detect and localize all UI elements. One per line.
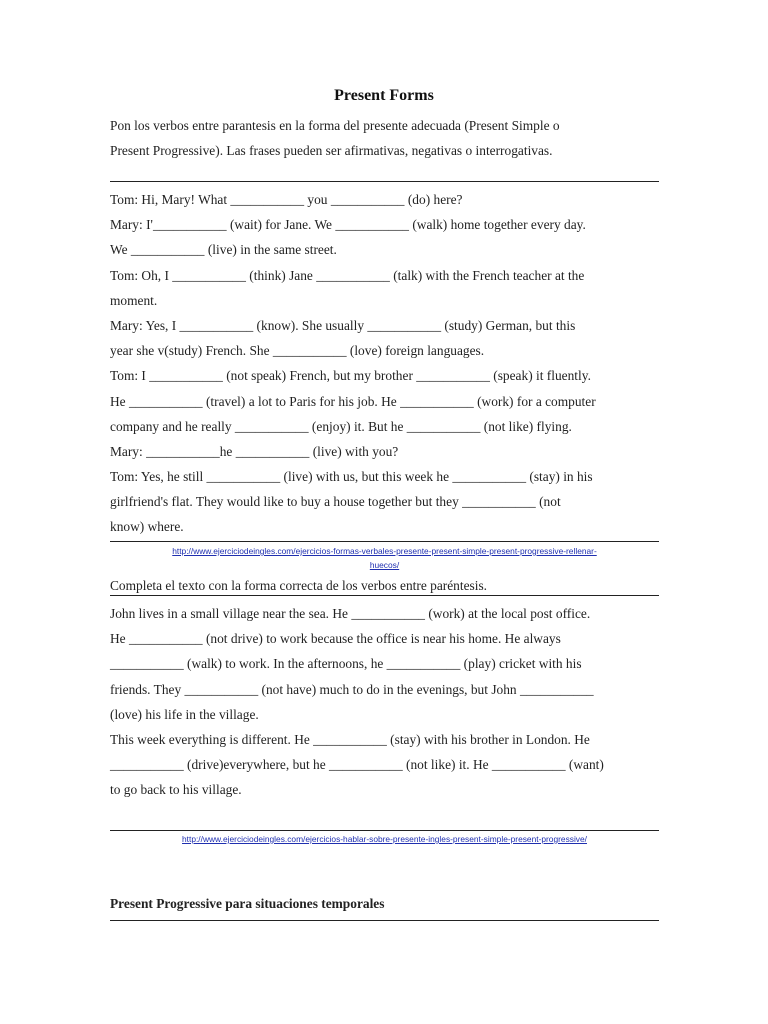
instructions-line: Pon los verbos entre parantesis en la forma del presente adecuada (Present Simple o [110,118,560,133]
dialogue-line: Tom: Yes, he still ___________ (live) with us, but this week he ___________ (stay) in his [110,469,593,485]
dialogue-line: year she v(study) French. She ___________ (love) foreign languages. [110,343,485,359]
dialogue-line: Mary: I'___________ (wait) for Jane. We ___________ (walk) home together every day. [110,217,586,233]
dialogue-line: Tom: Hi, Mary! What ___________ you ___________ (do) here? [110,192,463,207]
story-line: ___________ (drive)everywhere, but he ___________ (not like) it. He ___________ (want) [110,757,604,773]
divider-line [110,181,659,182]
source-link-line[interactable]: huecos/ [369,560,400,570]
dialogue-line: girlfriend's flat. They would like to buy a house together but they ___________ (not [110,494,561,510]
dialogue-line: We ___________ (live) in the same street. [110,242,337,258]
instructions-complete-text: Completa el texto con la forma correcta de los verbos entre paréntesis. [110,578,488,593]
page-title: Present Forms [334,87,434,104]
instructions-line: Present Progressive). Las frases pueden ser afirmativas, negativas o interrogativas. [110,143,553,158]
source-link-1[interactable] [110,544,659,572]
dialogue-exercise [110,187,670,540]
dialogue-line: Mary: Yes, I ___________ (know). She usually ___________ (study) German, but this [110,317,576,333]
instructions-present-forms [110,113,670,163]
dialogue-line: Tom: I ___________ (not speak) French, but my brother ___________ (speak) it fluently. [110,368,591,384]
dialogue-line: moment. [110,292,158,308]
story-line: to go back to his village. [110,782,242,798]
divider-line [110,595,659,596]
divider-line [110,920,659,921]
story-line: John lives in a small village near the sea. He ___________ (work) at the local post office. [110,606,591,621]
dialogue-line: Mary: ___________he ___________ (live) with you? [110,443,399,459]
story-exercise [110,601,670,803]
story-line: friends. They ___________ (not have) much to do in the evenings, but John ___________ [110,681,594,697]
dialogue-line: company and he really ___________ (enjoy) it. But he ___________ (not like) flying. [110,418,572,434]
story-line: (love) his life in the village. [110,706,259,722]
divider-line [110,541,659,542]
dialogue-line: He ___________ (travel) a lot to Paris for his job. He ___________ (work) for a computer [110,393,596,409]
source-link-2[interactable]: http://www.ejerciciodeingles.com/ejercicios-hablar-sobre-presente-ingles-present-simple-present-progressive/ [182,834,587,844]
source-link-line[interactable]: http://www.ejerciciodeingles.com/ejercicios-formas-verbales-presente-present-simple-present-progressive-rellenar- [172,546,597,556]
section-title: Present Progressive para situaciones temporales [110,896,385,911]
story-line: He ___________ (not drive) to work because the office is near his home. He always [110,631,561,647]
story-line: ___________ (walk) to work. In the afternoons, he ___________ (play) cricket with his [110,656,582,672]
dialogue-line: Tom: Oh, I ___________ (think) Jane ___________ (talk) with the French teacher at the [110,267,585,283]
divider-line [110,830,659,831]
story-line: This week everything is different. He ___________ (stay) with his brother in London. He [110,731,590,747]
dialogue-line: know) where. [110,519,184,535]
